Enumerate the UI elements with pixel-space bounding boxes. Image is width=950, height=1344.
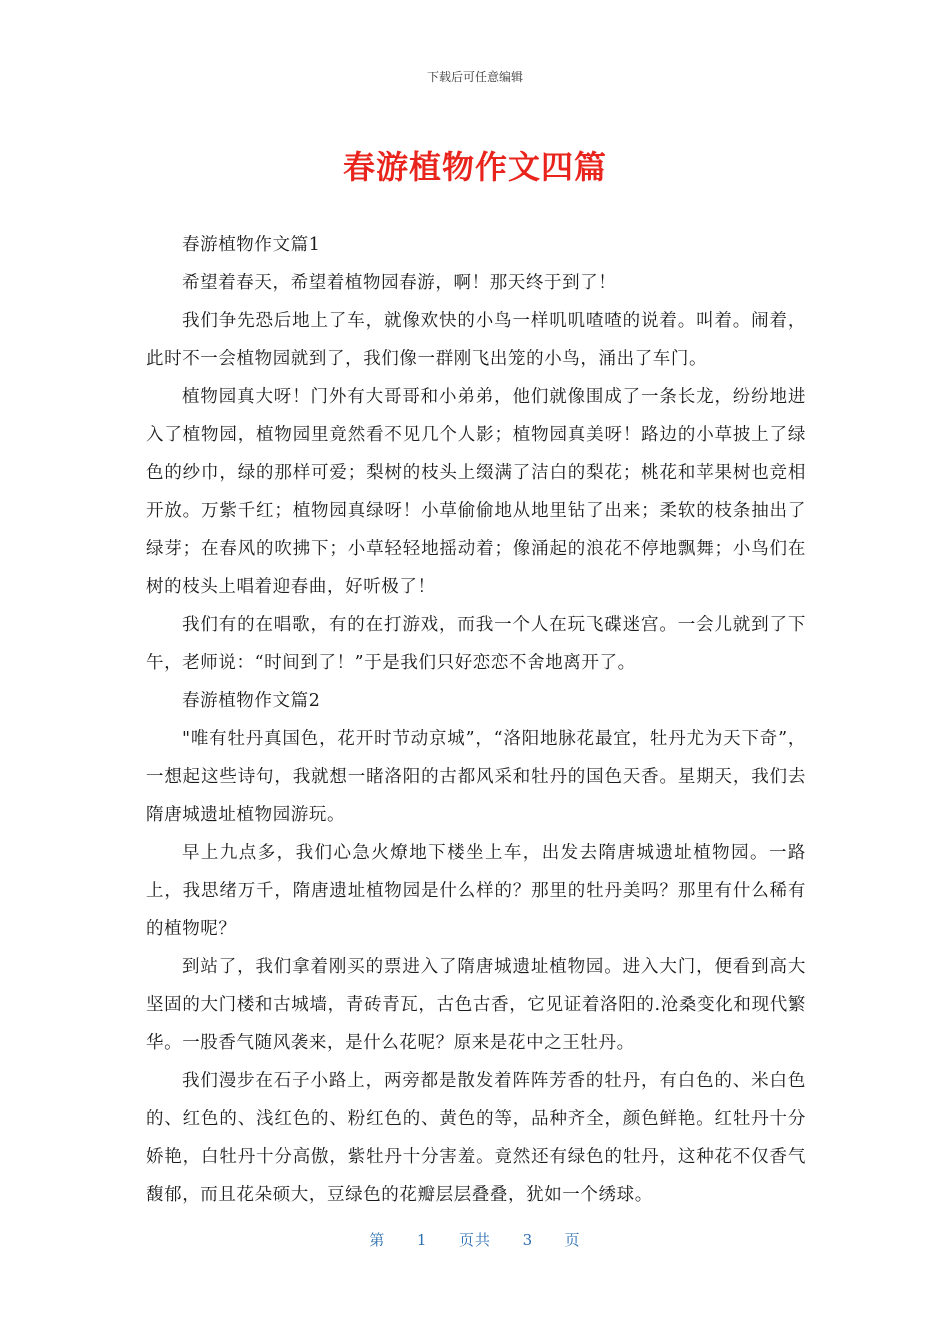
- document-title: 春游植物作文四篇: [342, 148, 607, 186]
- document-body: [146, 226, 806, 1214]
- footer-page-word: 第: [369, 1231, 386, 1249]
- section-heading-2: 春游植物作文篇2: [182, 691, 321, 711]
- footer-page-suffix: 页: [564, 1231, 581, 1249]
- paragraph: 早上九点多，我们心急火燎地下楼坐上车，出发去隋唐城遗址植物园。一路上，我思绪万千，隋唐遗址植物园是什么样的？那里的牡丹美吗？那里有什么稀有的植物呢？: [146, 843, 806, 939]
- header-note: 下载后可任意编辑: [426, 70, 523, 84]
- paragraph: "唯有牡丹真国色，花开时节动京城”，“洛阳地脉花最宜，牡丹尤为天下奇”，一想起这些诗句，我就想一睹洛阳的古都风采和牡丹的国色天香。星期天，我们去隋唐城遗址植物园游玩。: [146, 729, 806, 825]
- paragraph: 我们争先恐后地上了车，就像欢快的小鸟一样叽叽喳喳的说着。叫着。闹着，此时不一会植物园就到了，我们像一群刚飞出笼的小鸟，涌出了车门。: [146, 311, 806, 369]
- paragraph: 植物园真大呀！门外有大哥哥和小弟弟，他们就像围成了一条长龙，纷纷地进入了植物园，植物园里竟然看不见几个人影；植物园真美呀！路边的小草披上了绿色的纱巾，绿的那样可爱；梨树的枝头上缀满了洁白的梨花；桃花和苹果树也竞相开放。万紫千红；植物园真绿呀！小草偷偷地从地里钻了出来；柔软的枝条抽出了绿芽；在春风的吹拂下；小草轻轻地摇动着；像涌起的浪花不停地飘舞；小鸟们在树的枝头上唱着迎春曲，好听极了！: [146, 387, 806, 597]
- paragraph: 我们有的在唱歌，有的在打游戏，而我一个人在玩飞碟迷宫。一会儿就到了下午，老师说：“时间到了！”于是我们只好恋恋不舍地离开了。: [146, 615, 806, 673]
- paragraph: 希望着春天，希望着植物园春游，啊！那天终于到了！: [182, 273, 617, 293]
- page-footer: [0, 1229, 950, 1250]
- paragraph: 我们漫步在石子小路上，两旁都是散发着阵阵芳香的牡丹，有白色的、米白色的、红色的、浅红色的、粉红色的、黄色的等，品种齐全，颜色鲜艳。红牡丹十分娇艳，白牡丹十分高傲，紫牡丹十分害羞。竟然还有绿色的牡丹，这种花不仅香气馥郁，而且花朵硕大，豆绿色的花瓣层层叠叠，犹如一个绣球。: [146, 1071, 806, 1205]
- paragraph: 到站了，我们拿着刚买的票进入了隋唐城遗址植物园。进入大门，便看到高大坚固的大门楼和古城墙，青砖青瓦，古色古香，它见证着洛阳的.沧桑变化和现代繁华。一股香气随风袭来，是什么花呢？原来是花中之王牡丹。: [146, 957, 806, 1053]
- footer-page-number: 1: [416, 1231, 428, 1249]
- footer-total-pages: 3: [522, 1231, 534, 1249]
- section-heading-1: 春游植物作文篇1: [182, 235, 321, 255]
- footer-total-word: 页共: [458, 1231, 491, 1249]
